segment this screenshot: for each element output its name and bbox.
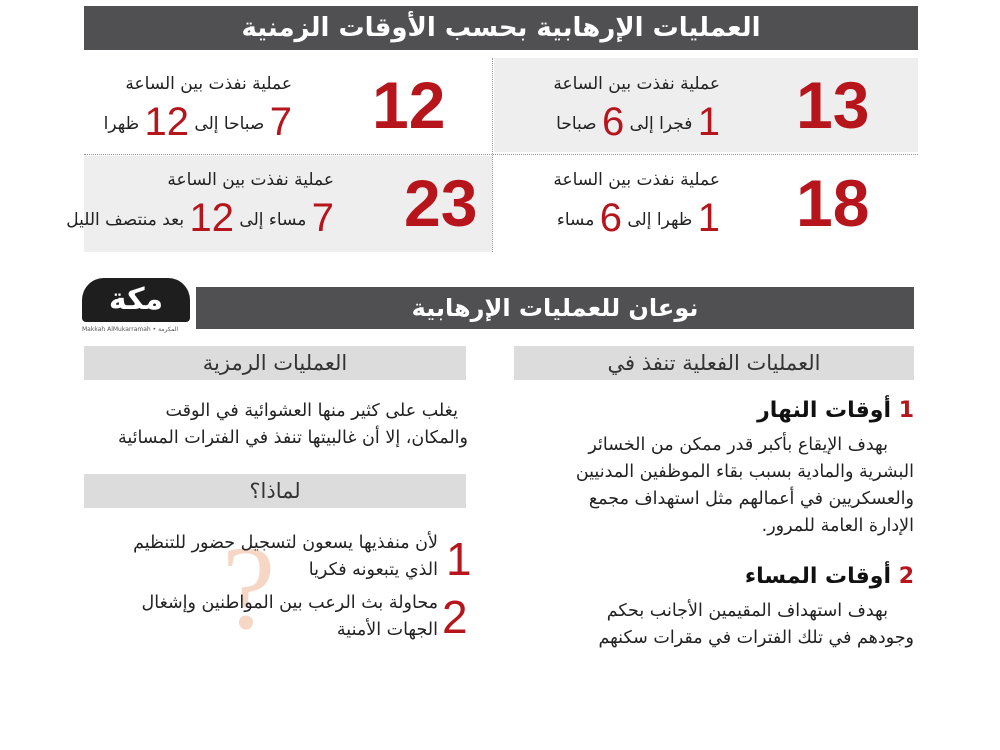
evening-text (494, 598, 914, 652)
daytime-line: البشرية والمادية بسبب بقاء الموظفين المدنيين (575, 462, 914, 482)
grid-divider-vertical (492, 58, 493, 252)
why-line: الذي يتبعونه فكريا (308, 560, 438, 580)
stat-from-num: 1 (697, 196, 720, 240)
stat-to-num: 6 (599, 196, 622, 240)
symbolic-ops-header (84, 346, 466, 380)
symbolic-ops-header-text: العمليات الرمزية (202, 351, 348, 375)
stat-count: 13 (796, 68, 870, 142)
stat-from-num: 7 (269, 100, 292, 144)
stat-to-label: مساء (556, 210, 595, 230)
stat-line2 (553, 100, 720, 146)
stat-text (104, 68, 292, 146)
stat-line1: عملية نفذت بين الساعة (553, 74, 720, 94)
stat-from-label: صباحا إلى (194, 114, 265, 134)
stat-cell-4 (66, 156, 492, 252)
stat-line1: عملية نفذت بين الساعة (553, 170, 720, 190)
stat-to-num: 12 (144, 100, 190, 144)
daytime-line: الإدارة العامة للمرور. (761, 516, 914, 536)
section2-title-bar (196, 287, 914, 329)
stat-cell-1 (494, 58, 918, 152)
stat-count: 12 (372, 68, 446, 142)
actual-ops-header (514, 346, 914, 380)
question-mark-decoration: ? (222, 521, 276, 654)
stat-line1: عملية نفذت بين الساعة (125, 74, 292, 94)
why-line: محاولة بث الرعب بين المواطنين وإشغال (141, 593, 438, 613)
stat-count: 18 (796, 166, 870, 240)
grid-divider-horizontal (84, 154, 918, 155)
why-num-1: 1 (446, 533, 472, 585)
makkah-logo (82, 278, 194, 338)
section2-title: نوعان للعمليات الإرهابية (411, 294, 699, 322)
why-line: لأن منفذيها يسعون لتسجيل حضور للتنظيم (133, 533, 438, 553)
stat-text (66, 164, 334, 242)
stat-from-label: فجرا إلى (629, 114, 693, 134)
daytime-heading (757, 398, 914, 423)
section1-title-bar (84, 6, 918, 50)
why-num-2: 2 (442, 591, 468, 643)
evening-heading (745, 564, 914, 589)
stat-line1: عملية نفذت بين الساعة (167, 170, 334, 190)
stat-from-label: ظهرا إلى (627, 210, 693, 230)
daytime-line: والعسكريين في أعمالهم مثل استهداف مجمع (588, 489, 914, 509)
stat-text (553, 68, 720, 146)
stat-from-label: مساء إلى (239, 210, 307, 230)
logo-subtitle: Makkah AlMukarramah • المكرمة (82, 326, 179, 333)
symbolic-line: يغلب على كثير منها العشوائية في الوقت (165, 401, 458, 421)
logo-wordmark: مكة (82, 278, 190, 322)
section1-title: العمليات الإرهابية بحسب الأوقات الزمنية (241, 13, 761, 43)
stat-from-num: 1 (697, 100, 720, 144)
evening-line: وجودهم في تلك الفترات في مقرات سكنهم (598, 628, 914, 648)
symbolic-text (88, 398, 468, 452)
why-text-2 (78, 590, 438, 644)
stat-to-num: 12 (189, 196, 235, 240)
daytime-num: 1 (898, 398, 914, 423)
why-header (84, 474, 466, 508)
stat-cell-3 (494, 156, 918, 252)
stat-to-label: ظهرا (103, 114, 140, 134)
actual-ops-header-text: العمليات الفعلية تنفذ في (607, 351, 821, 375)
stat-to-num: 6 (602, 100, 625, 144)
why-line: الجهات الأمنية (336, 620, 438, 640)
stat-to-label: بعد منتصف الليل (66, 210, 185, 230)
stat-from-num: 7 (311, 196, 334, 240)
evening-title: أوقات المساء (744, 564, 892, 589)
daytime-line: بهدف الإيقاع بأكبر قدر ممكن من الخسائر (588, 435, 888, 455)
why-header-text: لماذا؟ (249, 479, 301, 503)
stat-cell-2 (84, 58, 492, 152)
daytime-text (494, 432, 914, 540)
stat-line2 (553, 196, 720, 242)
evening-line: بهدف استهداف المقيمين الأجانب بحكم (606, 601, 888, 621)
daytime-title: أوقات النهار (757, 398, 892, 423)
evening-num: 2 (898, 564, 914, 589)
stat-line2 (104, 100, 292, 146)
stat-line2 (66, 196, 334, 242)
symbolic-line: والمكان، إلا أن غالبيتها تنفذ في الفترات المسائية (117, 428, 468, 448)
stat-to-label: صباحا (556, 114, 597, 134)
stat-count: 23 (404, 166, 478, 240)
why-text-1 (78, 530, 438, 584)
stat-text (553, 164, 720, 242)
